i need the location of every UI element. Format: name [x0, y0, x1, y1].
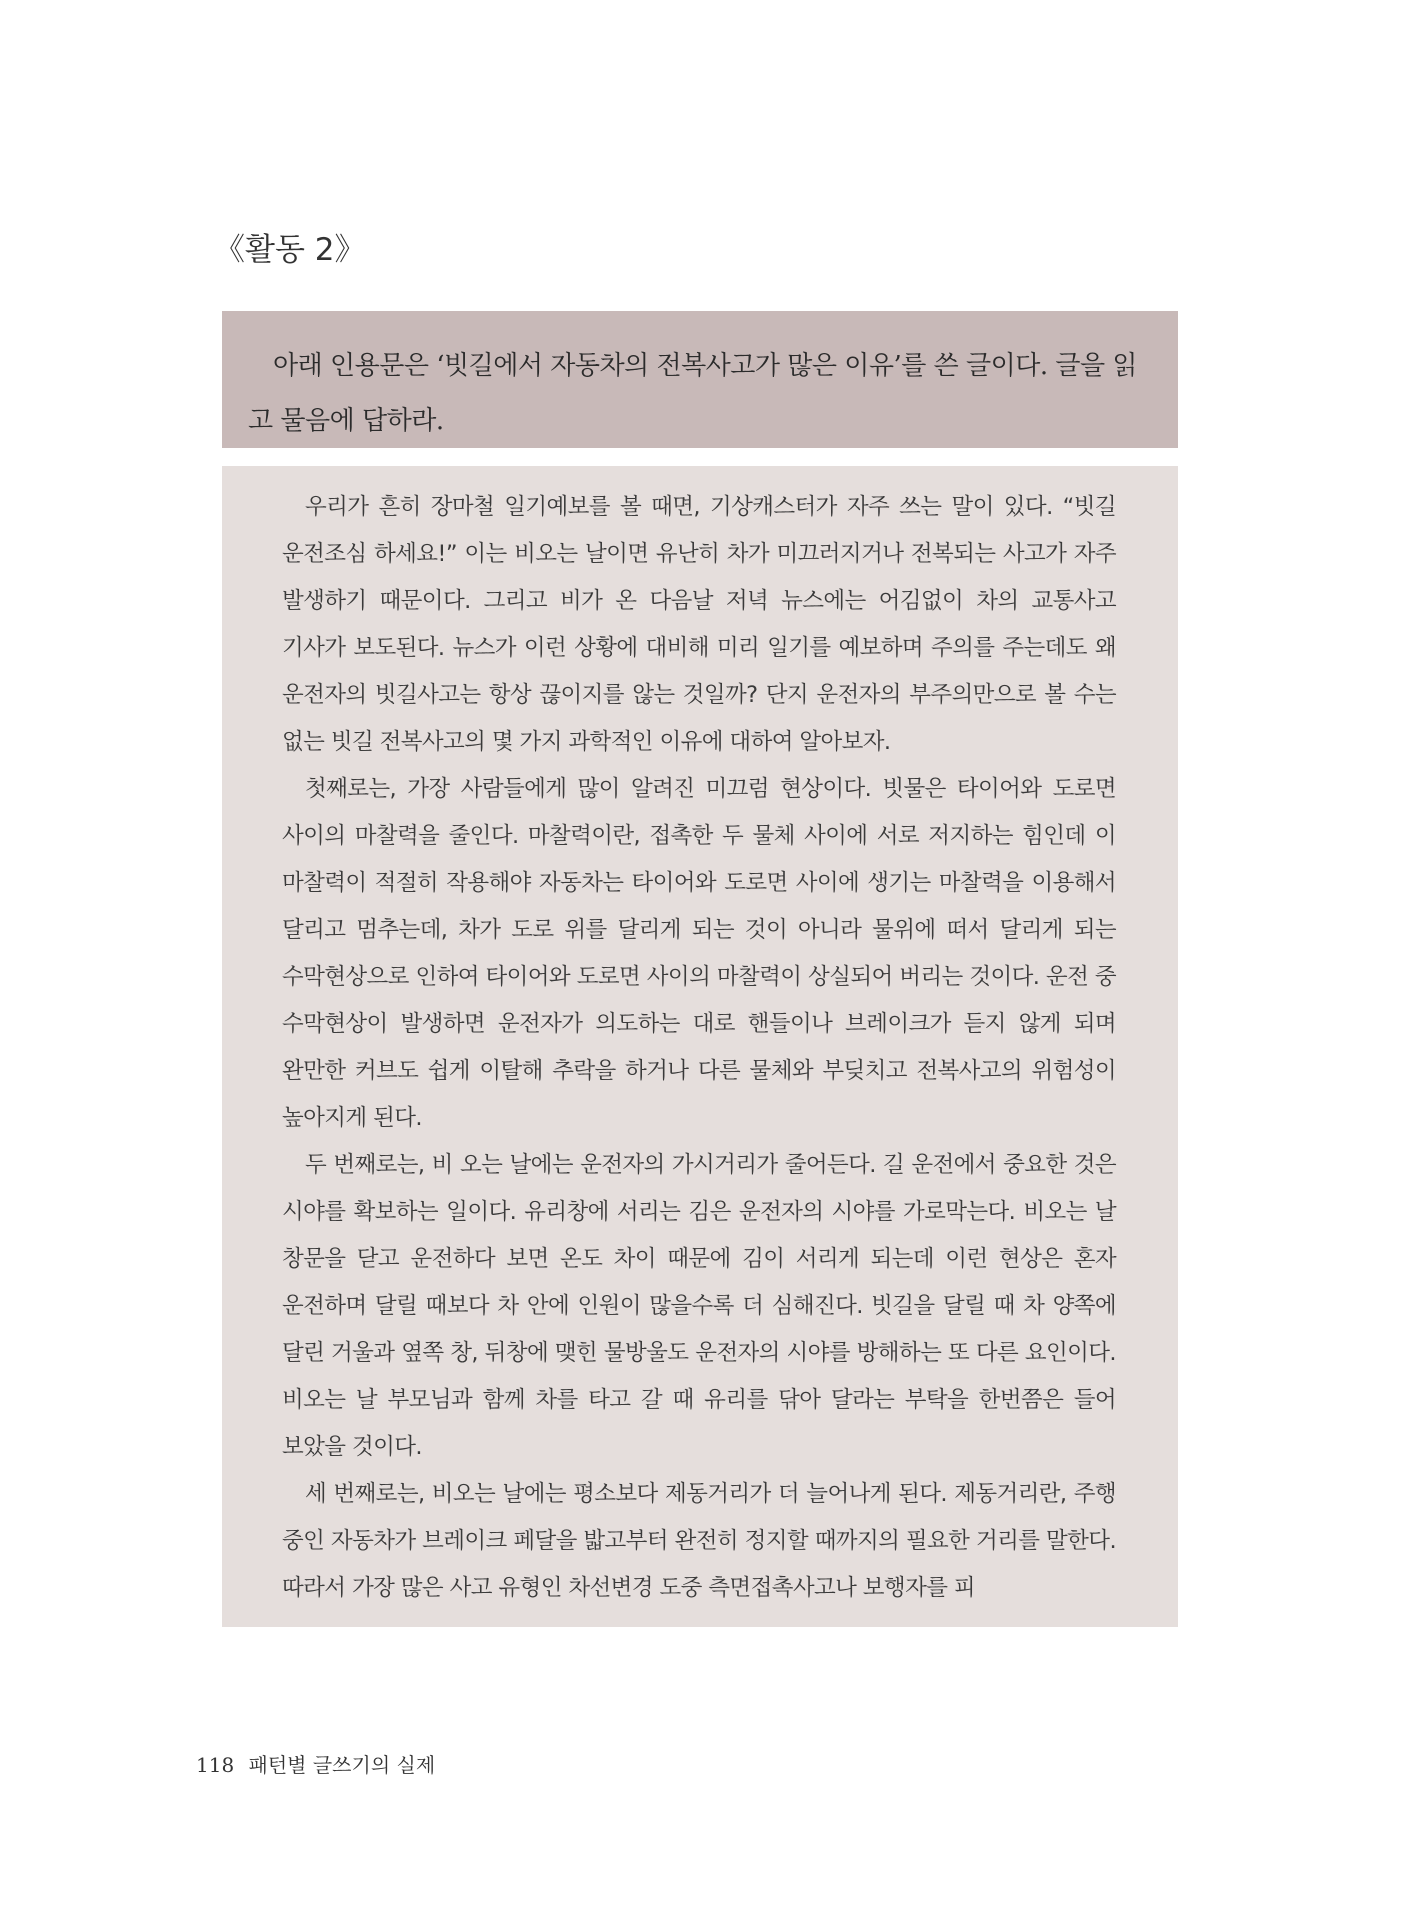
passage-paragraph: 세 번째로는, 비오는 날에는 평소보다 제동거리가 더 늘어나게 된다. 제동거리란, 주행 중인 자동차가 브레이크 페달을 밟고부터 완전히 정지할 때까지의 필요한 거리를 말한다. 따라서 가장 많은 사고 유형인 차선변경 도중 측면접촉사고나 보행자를 피: [282, 1481, 1116, 1601]
passage-paragraph: 첫째로는, 가장 사람들에게 많이 알려진 미끄럼 현상이다. 빗물은 타이어와 도로면 사이의 마찰력을 줄인다. 마찰력이란, 접촉한 두 물체 사이에 서로 저지하는 힘인데 이 마찰력이 적절히 작용해야 자동차는 타이어와 도로면 사이에 생기는 마찰력을 이용해서 달리고 멈추는데, 차가 도로 위를 달리게 되는 것이 아니라 물위에 떠서 달리게 되는 수막현상으로 인하여 타이어와 도로면 사이의 마찰력이 상실되어 버리는 것이다. 운전 중 수막현상이 발생하면 운전자가 의도하는 대로 핸들이나 브레이크가 듣지 않게 되며 완만한 커브도 쉽게 이탈해 추락을 하거나 다른 물체와 부딪치고 전복사고의 위험성이 높아지게 된다.: [282, 776, 1116, 1131]
passage-text: [282, 484, 1116, 1612]
book-title: 패턴별 글쓰기의 실제: [248, 1753, 436, 1777]
quoted-passage: [222, 466, 1178, 1627]
activity-heading: 《활동 2》: [214, 232, 366, 268]
passage-paragraph: 두 번째로는, 비 오는 날에는 운전자의 가시거리가 줄어든다. 길 운전에서 중요한 것은 시야를 확보하는 일이다. 유리창에 서리는 김은 운전자의 시야를 가로막는다. 비오는 날 창문을 닫고 운전하다 보면 온도 차이 때문에 김이 서리게 되는데 이런 현상은 혼자 운전하며 달릴 때보다 차 안에 인원이 많을수록 더 심해진다. 빗길을 달릴 때 차 양쪽에 달린 거울과 옆쪽 창, 뒤창에 맺힌 물방울도 운전자의 시야를 방해하는 또 다른 요인이다. 비오는 날 부모님과 함께 차를 타고 갈 때 유리를 닦아 달라는 부탁을 한번쯤은 들어 보았을 것이다.: [282, 1152, 1116, 1460]
passage-paragraph: 우리가 흔히 장마철 일기예보를 볼 때면, 기상캐스터가 자주 쓰는 말이 있다. “빗길 운전조심 하세요!” 이는 비오는 날이면 유난히 차가 미끄러지거나 전복되는 사고가 자주 발생하기 때문이다. 그리고 비가 온 다음날 저녁 뉴스에는 어김없이 차의 교통사고 기사가 보도된다. 뉴스가 이런 상황에 대비해 미리 일기를 예보하며 주의를 주는데도 왜 운전자의 빗길사고는 항상 끊이지를 않는 것일까? 단지 운전자의 부주의만으로 볼 수는 없는 빗길 전복사고의 몇 가지 과학적인 이유에 대하여 알아보자.: [282, 494, 1116, 755]
instruction-box: [222, 311, 1178, 448]
instruction-text: 아래 인용문은 ‘빗길에서 자동차의 전복사고가 많은 이유’를 쓴 글이다. 글을 읽고 물음에 답하라.: [248, 351, 1138, 436]
page-number: 118: [196, 1753, 235, 1777]
page-footer: [196, 1751, 435, 1779]
